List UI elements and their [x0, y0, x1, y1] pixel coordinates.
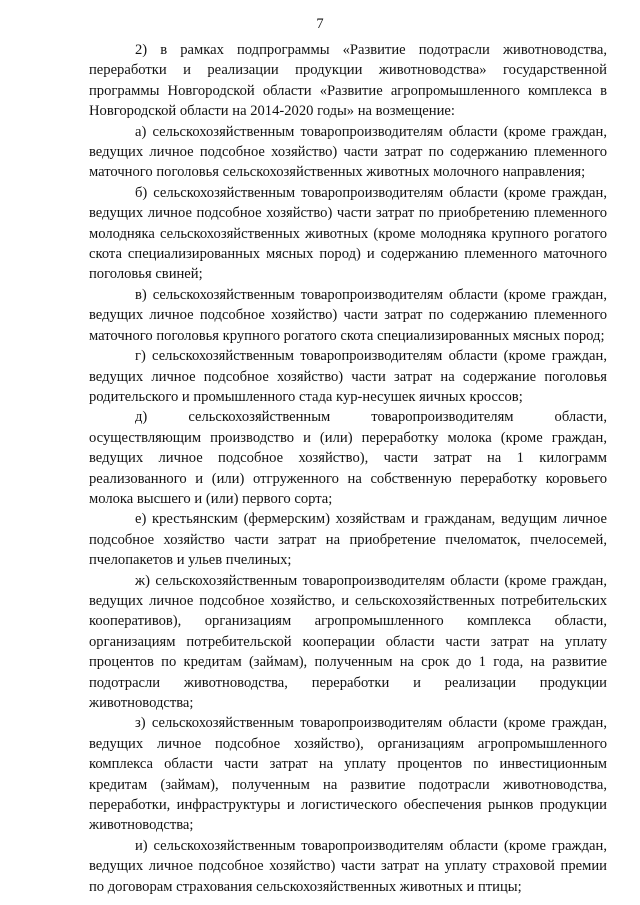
paragraph-item-g: г) сельскохозяйственным товаропроизводителям области (кроме граждан, ведущих личное подсобное хозяйство) части затрат на содержание поголовья родительского и промышленного стада кур-несушек яичных кроссов;: [89, 348, 607, 405]
paragraph-item-i: и) сельскохозяйственным товаропроизводителям области (кроме граждан, ведущих личное подсобное хозяйство) части затрат на уплату страховой премии по договорам страхования сельскохозяйственных животных и птицы;: [89, 837, 607, 895]
paragraph-item-b: б) сельскохозяйственным товаропроизводителям области (кроме граждан, ведущих личное подсобное хозяйство) части затрат по приобретению племенного молодняка сельскохозяйственных животных (кроме молодняка крупного рогатого скота специализированных мясных пород) и содержанию племенного маточного поголовья свиней;: [89, 184, 607, 283]
paragraph-item-zh: ж) сельскохозяйственным товаропроизводителям области (кроме граждан, ведущих личное подсобное хозяйство, и сельскохозяйственных потребительских кооперативов), организациям агропромышленного комплекса области, организациям потребительской кооперации области части затрат на уплату процентов по кредитам (займам), полученным на срок до 1 года, на развитие подотрасли животноводства, переработки и реализации продукции животноводства;: [89, 572, 607, 711]
paragraph-item-v: в) сельскохозяйственным товаропроизводителям области (кроме граждан, ведущих личное подсобное хозяйство) части затрат по содержанию племенного маточного поголовья крупного рогатого скота специализированных мясных пород;: [89, 286, 607, 344]
paragraph-item-a: а) сельскохозяйственным товаропроизводителям области (кроме граждан, ведущих личное подсобное хозяйство) части затрат по содержанию племенного маточного поголовья сельскохозяйственных животных молочного направления;: [89, 123, 607, 181]
document-body: [89, 40, 607, 897]
paragraph-item-z: з) сельскохозяйственным товаропроизводителям области (кроме граждан, ведущих личное подсобное хозяйство), организациям агропромышленного комплекса области части затрат на уплату процентов по инвестиционным кредитам (займам), полученным на развитие подотрасли животноводства, переработки, инфраструктуры и логистического обеспечения рынков продукции животноводства;: [89, 715, 607, 834]
paragraph-item-d: д) сельскохозяйственным товаропроизводителям области, осуществляющим производство и (или) переработку молока (кроме граждан, ведущих личное подсобное хозяйство), части затрат на 1 килограмм реализованного и (или) отгруженного на собственную переработку коровьего молока высшего и (или) первого сорта;: [89, 409, 607, 507]
paragraph-item-e: е) крестьянским (фермерским) хозяйствам и гражданам, ведущим личное подсобное хозяйство части затрат на приобретение пчеломаток, пчелосемей, пчелопакетов и ульев пчелиных;: [89, 511, 607, 569]
paragraph-intro: 2) в рамках подпрограммы «Развитие подотрасли животноводства, переработки и реализации продукции животноводства» государственной программы Новгородской области «Развитие агропромышленного комплекса в Новгородской области на 2014-2020 годы» на возмещение:: [89, 42, 607, 120]
page-number: 7: [316, 16, 324, 32]
